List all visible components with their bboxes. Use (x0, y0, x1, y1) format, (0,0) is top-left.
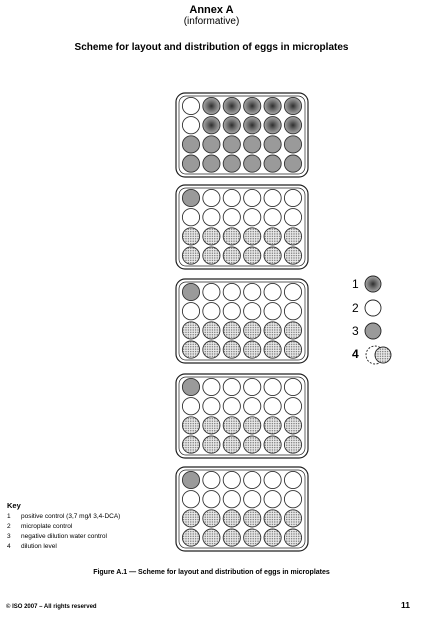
well-negative (182, 471, 199, 488)
well-dilution (284, 322, 301, 339)
well-dilution (284, 510, 301, 527)
key-item-number: 1 (7, 513, 11, 520)
well-microplate (203, 398, 220, 415)
legend-well-1 (365, 276, 381, 292)
well-microplate (203, 283, 220, 300)
well-dilution (264, 247, 281, 264)
well-dilution (203, 510, 220, 527)
well-dilution (284, 529, 301, 546)
well-dilution (244, 228, 261, 245)
key-item-text: negative dilution water control (21, 533, 107, 540)
well-negative (203, 136, 220, 153)
well-negative (284, 155, 301, 172)
well-microplate (284, 491, 301, 508)
annex-type: (informative) (183, 16, 240, 27)
well-negative (182, 378, 199, 395)
well-microplate (284, 283, 301, 300)
well-positive (244, 97, 261, 114)
well-microplate (244, 283, 261, 300)
well-dilution (223, 247, 240, 264)
well-negative (182, 155, 199, 172)
well-dilution (264, 436, 281, 453)
well-microplate (264, 378, 281, 395)
well-negative (223, 136, 240, 153)
well-microplate (223, 189, 240, 206)
well-microplate (182, 209, 199, 226)
well-dilution (223, 529, 240, 546)
well-microplate (244, 398, 261, 415)
well-positive (284, 97, 301, 114)
well-microplate (182, 491, 199, 508)
well-microplate (203, 189, 220, 206)
well-dilution (203, 529, 220, 546)
document-title: Scheme for layout and distribution of eggs in microplates (74, 42, 349, 53)
well-negative (244, 155, 261, 172)
well-microplate (223, 471, 240, 488)
well-microplate (223, 491, 240, 508)
well-microplate (264, 283, 281, 300)
key-item-text: dilution level (21, 543, 57, 550)
well-dilution (244, 322, 261, 339)
well-dilution (203, 247, 220, 264)
well-microplate (264, 491, 281, 508)
microplate-3 (176, 279, 308, 363)
well-dilution (223, 341, 240, 358)
well-dilution (223, 322, 240, 339)
key-item-3 (7, 533, 107, 540)
well-microplate (244, 189, 261, 206)
well-dilution (244, 247, 261, 264)
well-positive (264, 97, 281, 114)
key-item-text: microplate control (21, 523, 73, 530)
well-dilution (182, 417, 199, 434)
well-microplate (203, 378, 220, 395)
legend-number-3: 3 (352, 324, 359, 338)
well-microplate (284, 471, 301, 488)
well-microplate (264, 303, 281, 320)
well-dilution (244, 510, 261, 527)
well-dilution (244, 341, 261, 358)
well-microplate (223, 398, 240, 415)
well-dilution (264, 510, 281, 527)
well-dilution (223, 510, 240, 527)
well-positive (284, 117, 301, 134)
well-dilution (182, 436, 199, 453)
well-microplate (244, 303, 261, 320)
well-dilution (203, 417, 220, 434)
well-dilution (264, 322, 281, 339)
well-dilution (223, 228, 240, 245)
well-dilution (284, 341, 301, 358)
well-microplate (264, 398, 281, 415)
microplate-4 (176, 374, 308, 458)
well-dilution (264, 228, 281, 245)
key-item-4 (7, 543, 57, 550)
well-dilution (284, 436, 301, 453)
well-negative (182, 189, 199, 206)
well-negative (264, 155, 281, 172)
annex-title: Annex A (189, 4, 234, 16)
well-microplate (223, 209, 240, 226)
legend-well-3 (365, 323, 381, 339)
key-item-1 (7, 513, 120, 520)
well-microplate (203, 303, 220, 320)
well-dilution (182, 341, 199, 358)
well-dilution (284, 228, 301, 245)
well-negative (223, 155, 240, 172)
legend-number-2: 2 (352, 301, 359, 315)
well-microplate (244, 378, 261, 395)
well-microplate (244, 209, 261, 226)
well-dilution (223, 417, 240, 434)
well-microplate (203, 491, 220, 508)
key-item-text: positive control (3,7 mg/l 3,4-DCA) (21, 513, 121, 520)
well-negative (284, 136, 301, 153)
well-microplate (264, 471, 281, 488)
well-dilution (244, 529, 261, 546)
figure-caption: Figure A.1 — Scheme for layout and distribution of eggs in microplates (93, 569, 330, 576)
well-microplate (284, 303, 301, 320)
page-number: 11 (401, 600, 410, 610)
well-dilution (182, 322, 199, 339)
well-microplate (284, 189, 301, 206)
well-dilution (284, 247, 301, 264)
copyright-notice: © ISO 2007 – All rights reserved (6, 604, 97, 610)
well-dilution (264, 341, 281, 358)
well-negative (182, 283, 199, 300)
well-positive (223, 117, 240, 134)
microplate-1 (176, 93, 308, 177)
well-microplate (264, 189, 281, 206)
key-item-number: 2 (7, 523, 11, 530)
key-item-2 (7, 523, 72, 530)
well-microplate (223, 283, 240, 300)
well-dilution (182, 228, 199, 245)
well-microplate (182, 97, 199, 114)
well-microplate (284, 378, 301, 395)
well-microplate (182, 303, 199, 320)
legend-number-1: 1 (352, 277, 359, 291)
microplate-5 (176, 467, 308, 551)
well-positive (203, 117, 220, 134)
key-item-number: 3 (7, 533, 11, 540)
well-microplate (182, 398, 199, 415)
well-dilution (182, 247, 199, 264)
microplate-2 (176, 185, 308, 269)
well-dilution (264, 529, 281, 546)
well-positive (223, 97, 240, 114)
legend-well-2 (365, 300, 381, 316)
well-microplate (223, 303, 240, 320)
well-dilution (182, 529, 199, 546)
well-microplate (223, 378, 240, 395)
well-dilution (203, 228, 220, 245)
well-positive (203, 97, 220, 114)
well-negative (203, 155, 220, 172)
legend-number-4: 4 (352, 347, 359, 361)
well-microplate (203, 471, 220, 488)
well-dilution (203, 341, 220, 358)
well-negative (264, 136, 281, 153)
well-microplate (244, 491, 261, 508)
well-microplate (284, 398, 301, 415)
well-positive (244, 117, 261, 134)
well-microplate (244, 471, 261, 488)
well-negative (182, 136, 199, 153)
well-dilution (203, 436, 220, 453)
well-negative (244, 136, 261, 153)
key-title: Key (7, 501, 21, 510)
well-dilution (223, 436, 240, 453)
well-dilution (284, 417, 301, 434)
well-microplate (284, 209, 301, 226)
well-microplate (203, 209, 220, 226)
legend-well-4 (366, 346, 391, 364)
key-item-number: 4 (7, 543, 11, 550)
well-positive (264, 117, 281, 134)
well-microplate (182, 117, 199, 134)
well-dilution (244, 417, 261, 434)
well-microplate (264, 209, 281, 226)
well-dilution (244, 436, 261, 453)
well-dilution (203, 322, 220, 339)
well-dilution (182, 510, 199, 527)
well-dilution (264, 417, 281, 434)
